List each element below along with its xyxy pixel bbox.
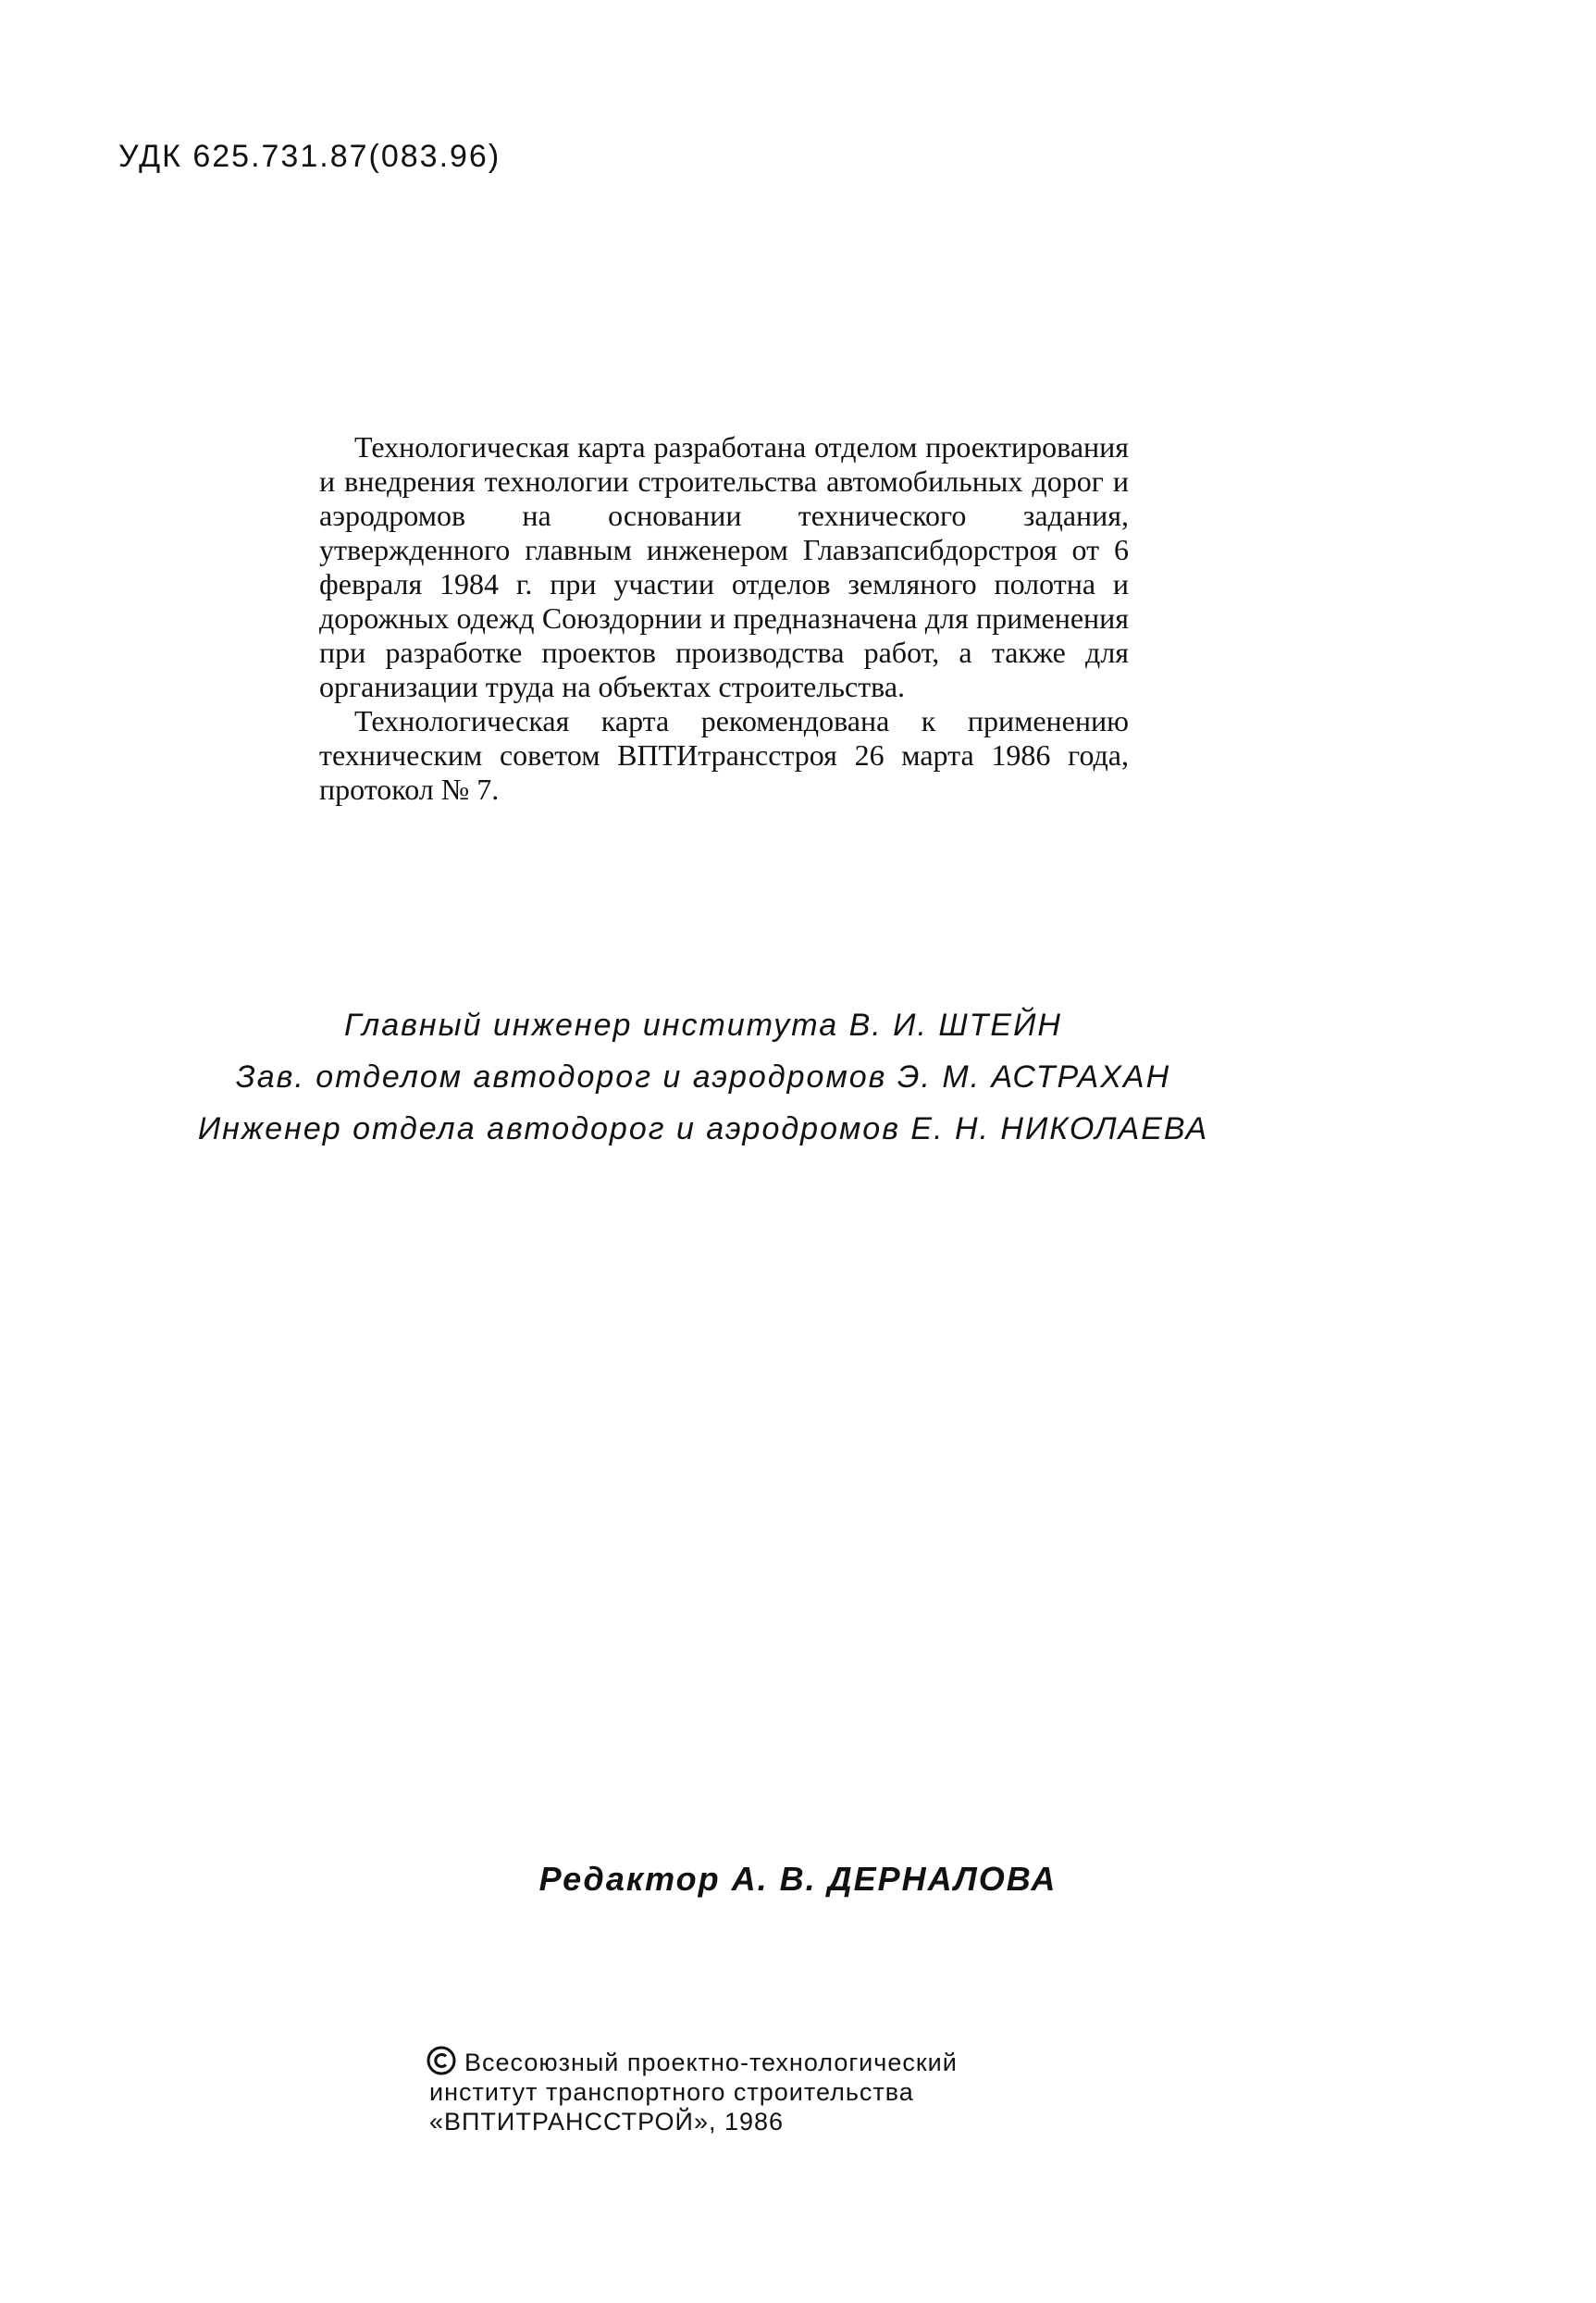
credits-block [139, 999, 1268, 1155]
copyright-icon [426, 2045, 457, 2076]
editor-line: Редактор А. В. ДЕРНАЛОВА [538, 1860, 1058, 1898]
udk-code: УДК 625.731.87(083.96) [118, 139, 501, 174]
credit-chief-engineer: Главный инженер института В. И. ШТЕЙН [344, 1008, 1062, 1043]
abstract-paragraph-2: Технологическая карта рекомендована к применению техническим советом ВПТИтрансстроя 26 марта 1986 года, протокол № 7. [319, 704, 1129, 806]
copyright-text-2: институт транспортного строительства [429, 2078, 914, 2106]
credit-engineer: Инженер отдела автодорог и аэродромов Е. Н. НИКОЛАЕВА [197, 1111, 1209, 1146]
copyright-text-1: Всесоюзный проектно-технологический [464, 2049, 958, 2076]
abstract-block [319, 430, 1129, 807]
credit-department-head: Зав. отделом автодорог и аэродромов Э. М. АСТРАХАН [235, 1059, 1171, 1095]
copyright-line-1 [426, 2045, 1018, 2077]
copyright-block [426, 2045, 1018, 2136]
copyright-text-3: «ВПТИТРАНССТРОЙ», 1986 [429, 2108, 785, 2136]
abstract-paragraph-1: Технологическая карта разработана отделом проектирования и внедрения технологии строительства автомобильных дорог и аэродромов на основании технического задания, утвержденного главным инженером Главзапсибдорстроя от 6 февраля 1984 г. при участии отделов земляного полотна и дорожных одежд Союздорнии и предназначена для применения при разработке проектов производства работ, а также для организации труда на объектах строительства. [319, 430, 1129, 703]
